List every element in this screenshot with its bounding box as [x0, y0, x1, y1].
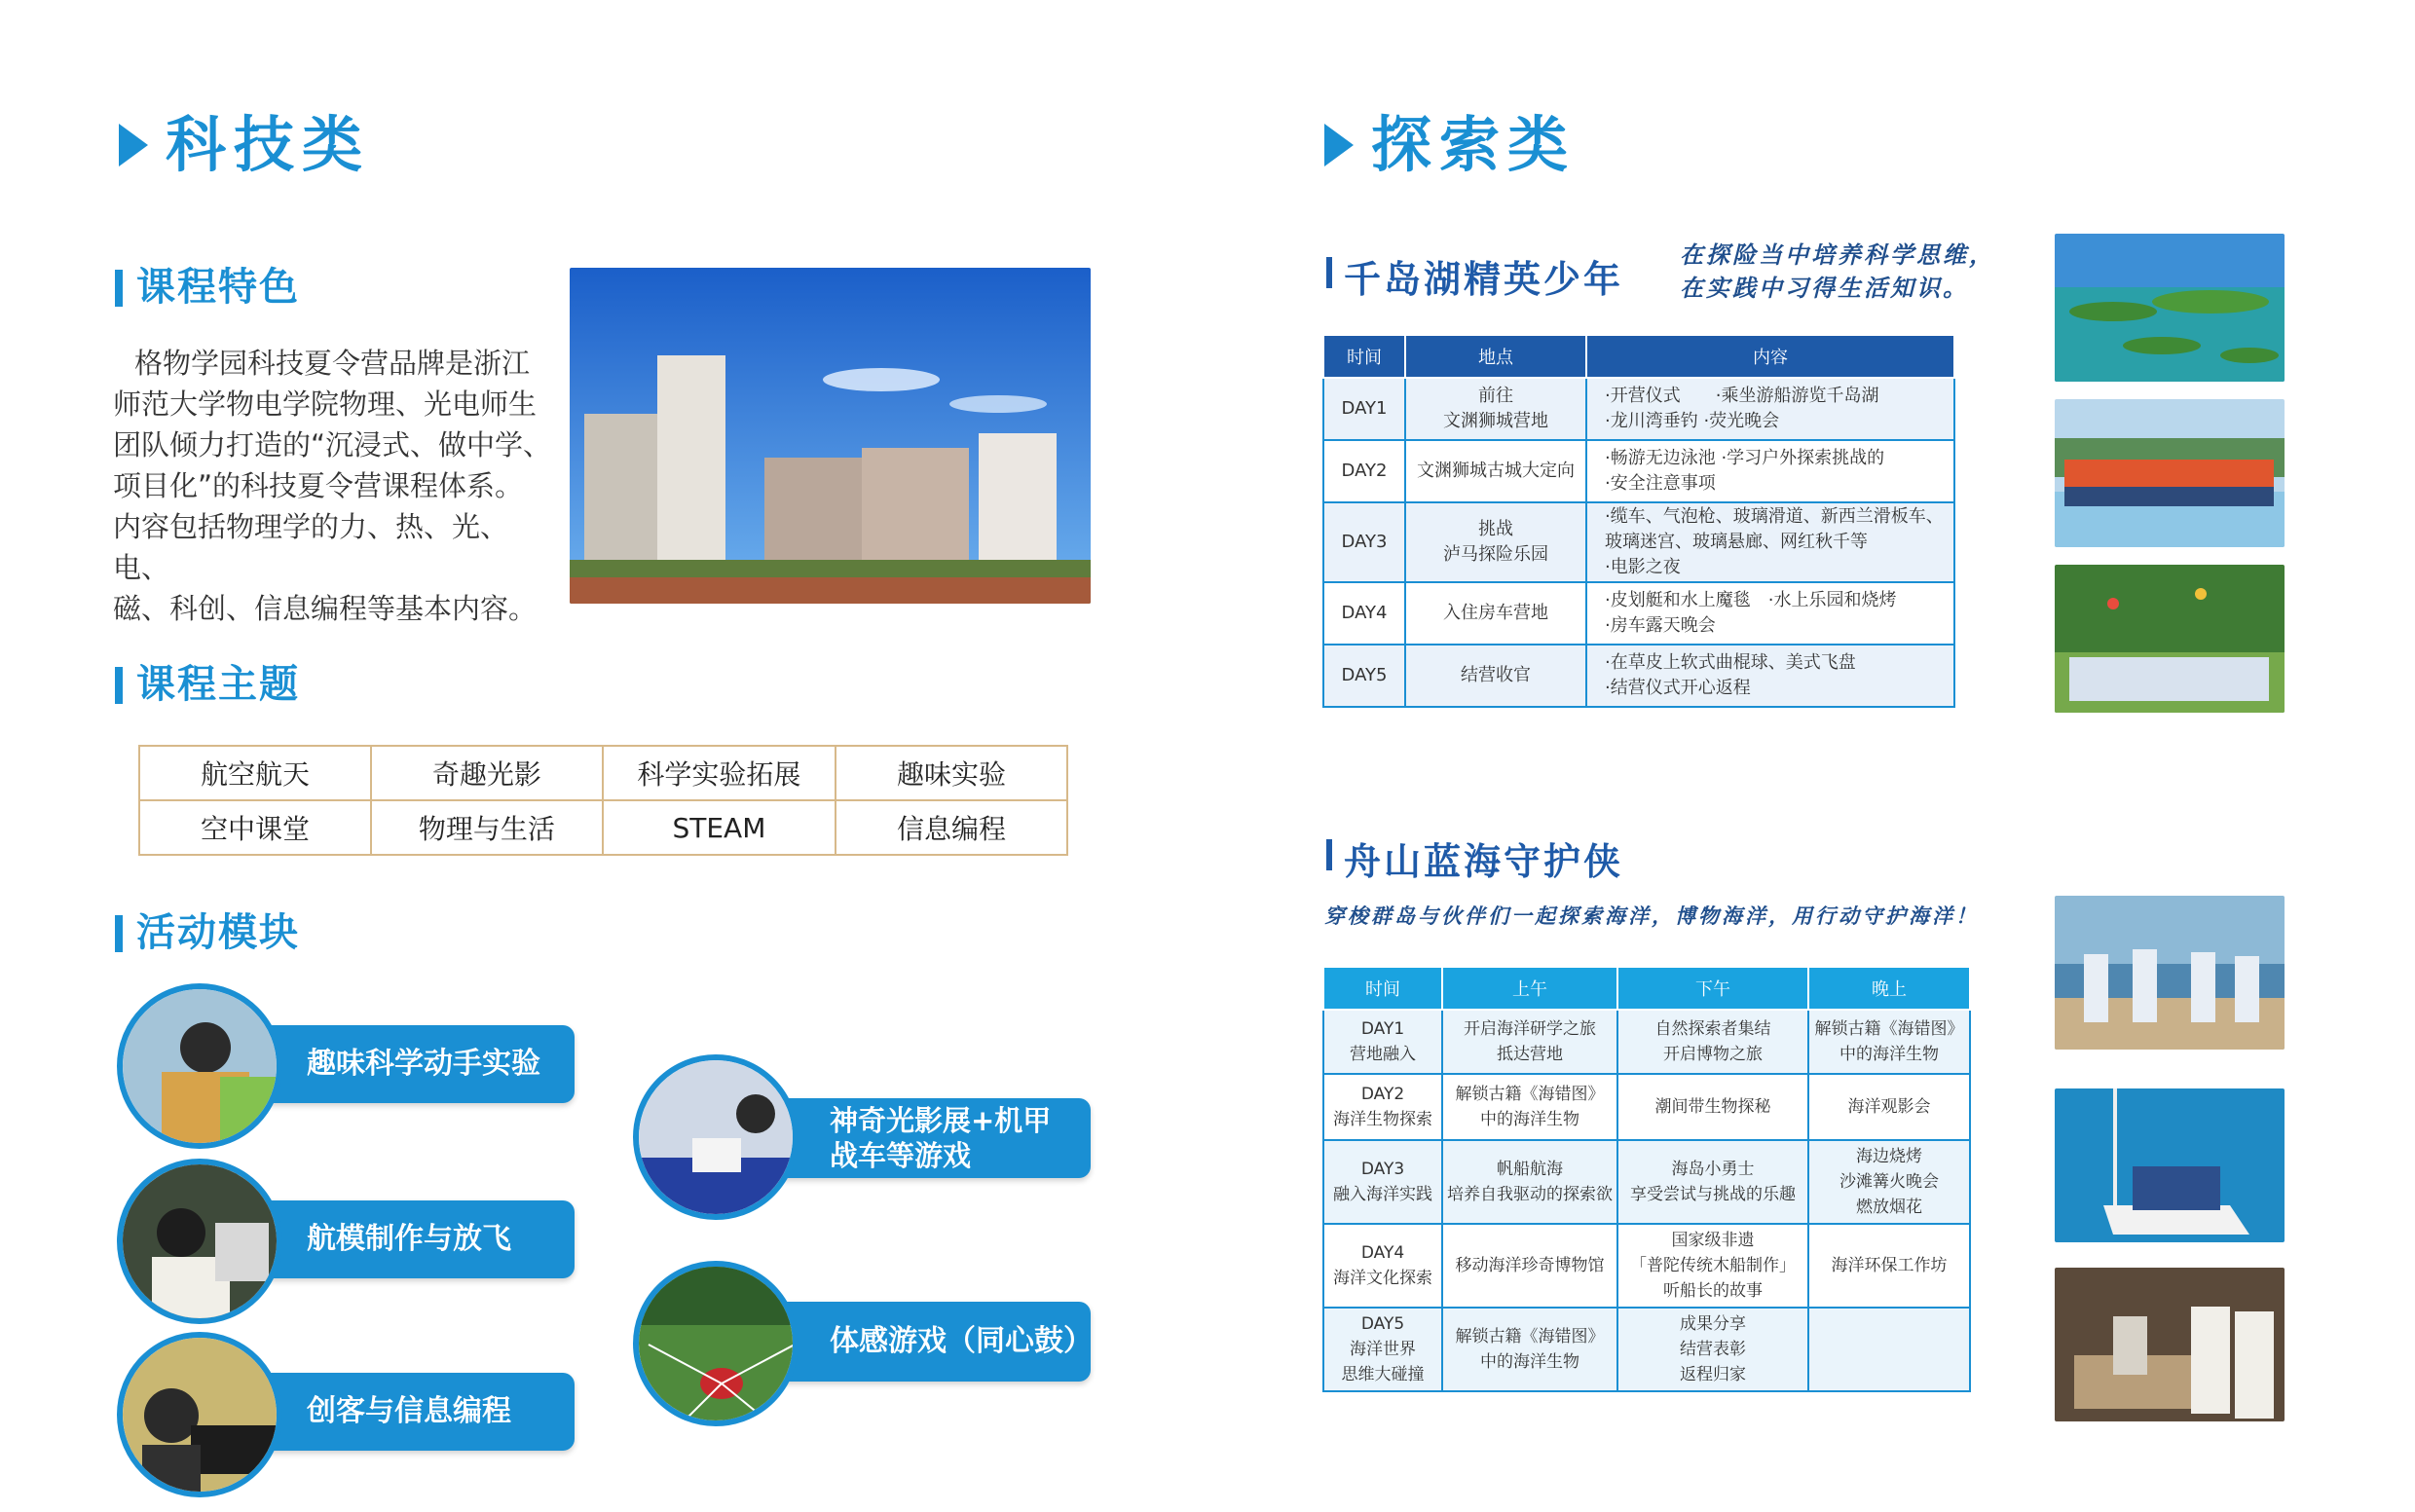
table-header: 时间	[1323, 967, 1442, 1010]
section-bar	[115, 915, 123, 952]
section-bar	[115, 270, 123, 307]
module-pill: 神奇光影展+机甲 战车等游戏	[760, 1098, 1091, 1178]
title-arrow-icon	[119, 124, 148, 166]
section-bar	[1326, 257, 1332, 288]
table-row: DAY3 挑战 泸马探险乐园 ·缆车、气泡枪、玻璃滑道、新西兰滑板车、 玻璃迷宫、玻璃悬廊、网红秋千等 ·电影之夜	[1323, 502, 1954, 582]
table-header: 晚上	[1808, 967, 1970, 1010]
zhoushan-slogan: 穿梭群岛与伙伴们一起探索海洋，博物海洋，用行动守护海洋！	[1324, 904, 1979, 928]
table-header: 时间	[1323, 335, 1405, 378]
qiandao-slogan: 在探险当中培养科学思维， 在实践中习得生活知识。	[1680, 240, 1995, 302]
module-photo-circle	[633, 1054, 799, 1220]
table-row: DAY2 文渊狮城古城大定向 ·畅游无边泳池 ·学习户外探索挑战的 ·安全注意事项	[1323, 440, 1954, 502]
table-row: DAY4 入住房车营地 ·皮划艇和水上魔毯 ·水上乐园和烧烤 ·房车露天晚会	[1323, 582, 1954, 645]
table-header: 内容	[1586, 335, 1954, 378]
module-pill: 航模制作与放飞	[229, 1200, 575, 1278]
table-row: DAY5 海洋世界 思维大碰撞 解锁古籍《海错图》 中的海洋生物 成果分享 结营表彰 返程归家	[1323, 1308, 1970, 1391]
table-row: DAY5 结营收官 ·在草皮上软式曲棍球、美式飞盘 ·结营仪式开心返程	[1323, 645, 1954, 707]
qiandao-schedule-table	[1322, 334, 1955, 708]
table-header: 上午	[1442, 967, 1617, 1010]
table-header: 地点	[1405, 335, 1586, 378]
section-bar	[1326, 839, 1332, 870]
beach-run-photo	[2055, 896, 2285, 1050]
zhoushan-heading: 舟山蓝海守护侠	[1344, 840, 1624, 883]
page-title-explore: 探索类	[1371, 109, 1577, 180]
topic-cell: 物理与生活	[371, 800, 603, 855]
module-pill: 创客与信息编程	[229, 1373, 575, 1451]
campus-photo	[570, 268, 1091, 604]
topic-cell: 科学实验拓展	[603, 746, 836, 800]
module-photo-circle	[633, 1261, 799, 1426]
group-photo	[2055, 399, 2285, 547]
topic-cell: 趣味实验	[836, 746, 1067, 800]
module-photo-circle	[117, 983, 282, 1149]
table-row: DAY4 海洋文化探索 移动海洋珍奇博物馆 国家级非遗 「普陀传统木船制作」 听船长的故事 海洋环保工作坊	[1323, 1224, 1970, 1308]
page-title-tech: 科技类	[166, 109, 371, 180]
campers-photo	[2055, 565, 2285, 713]
table-header: 下午	[1617, 967, 1808, 1010]
modules-heading: 活动模块	[136, 910, 300, 955]
lake-photo	[2055, 234, 2285, 382]
topic-cell: 航空航天	[139, 746, 371, 800]
module-pill: 趣味科学动手实验	[229, 1025, 575, 1103]
module-photo-circle	[117, 1159, 282, 1324]
topics-grid	[138, 745, 1068, 856]
module-photo-circle	[117, 1332, 282, 1497]
table-row: DAY3 融入海洋实践 帆船航海 培养自我驱动的探索欲 海岛小勇士 享受尝试与挑战的乐趣 海边烧烤 沙滩篝火晚会 燃放烟花	[1323, 1140, 1970, 1224]
topic-cell: 信息编程	[836, 800, 1067, 855]
features-heading: 课程特色	[136, 265, 300, 310]
table-row: DAY2 海洋生物探索 解锁古籍《海错图》 中的海洋生物 潮间带生物探秘 海洋观影会	[1323, 1074, 1970, 1140]
qiandao-heading: 千岛湖精英少年	[1344, 258, 1624, 301]
topic-cell: 空中课堂	[139, 800, 371, 855]
table-row: DAY1 前往 文渊狮城营地 ·开营仪式 ·乘坐游船游览千岛湖 ·龙川湾垂钓 ·荧光晚会	[1323, 378, 1954, 440]
table-row: DAY1 营地融入 开启海洋研学之旅 抵达营地 自然探索者集结 开启博物之旅 解锁古籍《海错图》 中的海洋生物	[1323, 1010, 1970, 1074]
topics-heading: 课程主题	[136, 662, 300, 707]
museum-photo	[2055, 1268, 2285, 1421]
topic-cell: STEAM	[603, 800, 836, 855]
features-text: 格物学园科技夏令营品牌是浙江 师范大学物电学院物理、光电师生 团队倾力打造的“沉浸式、做中学、 项目化”的科技夏令营课程体系。 内容包括物理学的力、热、光、电、 磁、科创、信息编程等基本内容。	[113, 347, 552, 625]
module-pill: 体感游戏（同心鼓）	[760, 1302, 1091, 1382]
title-arrow-icon	[1324, 124, 1354, 166]
section-bar	[115, 667, 123, 704]
zhoushan-schedule-table	[1322, 966, 1971, 1392]
topic-cell: 奇趣光影	[371, 746, 603, 800]
sailing-photo	[2055, 1088, 2285, 1242]
